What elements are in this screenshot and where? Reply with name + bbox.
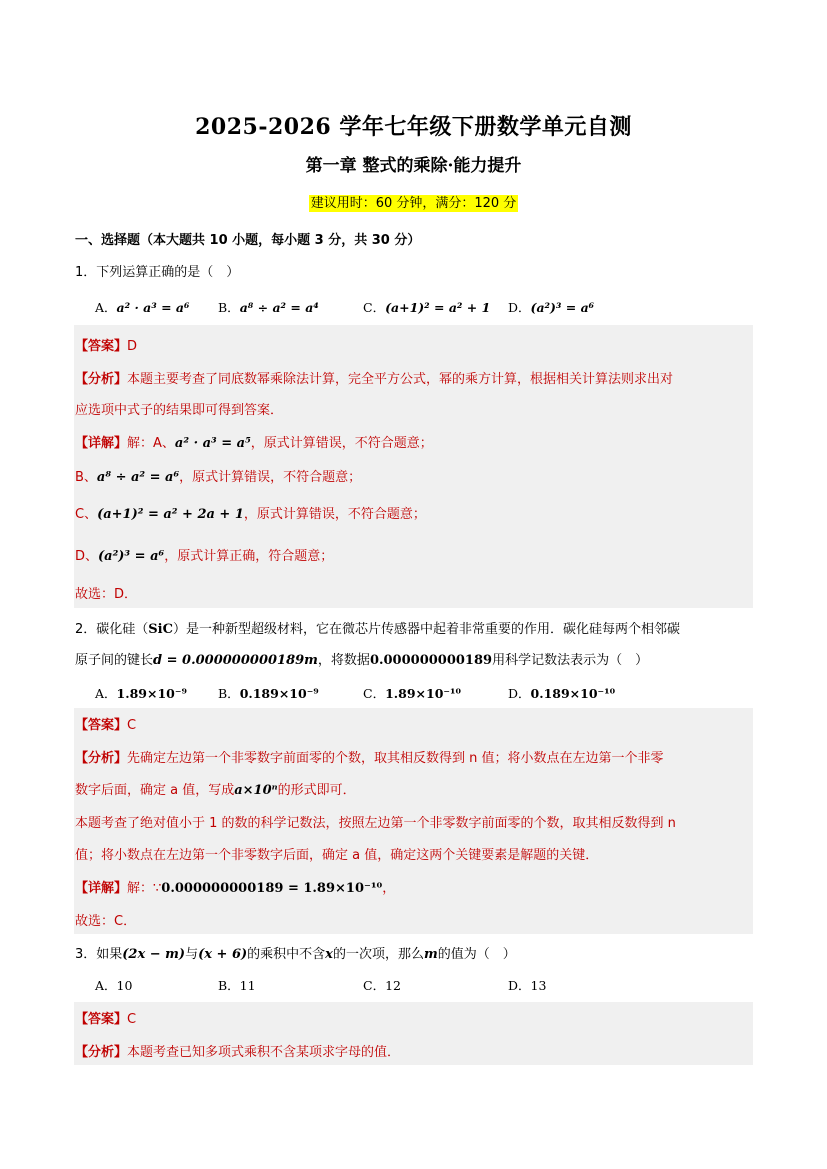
q2-detail-label: 【详解】 <box>75 881 128 896</box>
q2-stem-line2 <box>75 649 648 668</box>
q1-option-a <box>95 298 190 316</box>
q1-analysis-label: 【分析】 <box>75 372 128 387</box>
q2-stem-2e: 用科学记数法表示为（ ） <box>492 653 649 668</box>
q3-stem-i: 的值为（ ） <box>437 947 516 962</box>
q2-option-b-label: B． <box>218 686 240 701</box>
q2-analysis-line1: 先确定左边第一个非零数字前面零的个数，取其相反数得到 n 值；将小数点在左边第一个非零 <box>127 751 664 766</box>
q1-option-d-label: D． <box>508 300 531 315</box>
q2-analysis-line3: 本题考查了绝对值小于 1 的数的科学记数法，按照左边第一个非零数字前面零的个数，取其相反数得到 n <box>75 816 676 831</box>
q3-answer <box>75 1008 136 1027</box>
q2-stem-2a: 原子间的键长 <box>75 653 154 668</box>
q2-option-a-expr: 1.89×10⁻⁹ <box>116 686 187 701</box>
q2-analysis-2c: 的形式即可． <box>277 783 356 798</box>
q1-option-b-expr: a⁸ ÷ a² = a⁴ <box>239 300 319 315</box>
q2-stem-number: 0.000000000189 <box>369 653 493 668</box>
q2-answer-label: 【答案】 <box>75 718 128 733</box>
q1-detail-b-expr: a⁸ ÷ a² = a⁶ <box>96 470 180 485</box>
q1-option-a-label: A． <box>95 300 117 315</box>
q2-option-a <box>95 684 187 702</box>
q2-detail-suffix: ， <box>382 881 396 896</box>
q1-option-c-expr: (a+1)² = a² + 1 <box>385 300 491 315</box>
q2-analysis-line2 <box>75 779 356 798</box>
q3-option-c: C．12 <box>363 978 401 993</box>
q2-answer-value: C <box>127 718 137 733</box>
section-heading: 一、选择题（本大题共 10 小题，每小题 3 分，共 30 分） <box>75 233 421 248</box>
q3-stem-b: (2x − m) <box>122 947 186 962</box>
q1-analysis-line1: 本题主要考查了同底数幂乘除法计算，完全平方公式，幂的乘方计算，根据相关计算法则求出对 <box>127 372 674 387</box>
q1-analysis <box>75 368 673 387</box>
q2-stem-2c: ，将数据 <box>317 653 370 668</box>
q1-detail-c <box>75 503 426 522</box>
q3-analysis <box>75 1041 400 1060</box>
q1-option-b-label: B． <box>218 300 240 315</box>
q2-answer <box>75 714 136 733</box>
q1-detail-b-text: ，原式计算错误，不符合题意； <box>179 470 362 485</box>
q3-option-a: A．10 <box>95 978 133 993</box>
q1-answer-value: D <box>127 339 138 354</box>
q1-detail-d-prefix: D、 <box>75 549 99 564</box>
q2-stem-line1 <box>75 618 680 637</box>
q1-detail-b <box>75 466 361 485</box>
q1-answer-label: 【答案】 <box>75 339 128 354</box>
q1-detail-d-expr: (a²)³ = a⁶ <box>98 549 165 564</box>
q2-analysis-2a: 数字后面，确定 a 值，写成 <box>75 783 235 798</box>
q2-option-c <box>363 684 461 702</box>
q1-detail-a-expr: a² · a³ = a⁵ <box>174 436 251 451</box>
q3-answer-value: C <box>127 1012 137 1027</box>
page-title: 2025-2026 学年七年级下册数学单元自测 <box>195 114 632 140</box>
q3-stem-c: 与 <box>185 947 199 962</box>
q3-option-d: D．13 <box>508 978 547 993</box>
q1-detail-c-text: ，原式计算错误，不符合题意； <box>243 507 426 522</box>
q2-analysis-line4: 值；将小数点在左边第一个非零数字后面，确定 a 值，确定这两个关键要素是解题的关键． <box>75 848 599 863</box>
q3-stem-h: m <box>423 947 438 962</box>
q2-stem-1c: ）是一种新型超级材料，它在微芯片传感器中起着非常重要的作用．碳化硅每两个相邻碳 <box>172 622 680 637</box>
q2-analysis-2b: a×10ⁿ <box>234 783 278 798</box>
q2-option-d-expr: 0.189×10⁻¹⁰ <box>530 686 616 701</box>
q3-stem-g: 的一次项，那么 <box>332 947 424 962</box>
q1-option-c-label: C． <box>363 300 386 315</box>
q1-detail-d-text: ，原式计算正确，符合题意； <box>164 549 334 564</box>
q2-stem-bond-length: d = 0.000000000189m <box>153 653 318 668</box>
time-note-wrapper <box>0 192 827 211</box>
q3-option-b: B．11 <box>218 978 256 993</box>
q1-option-c <box>363 298 490 316</box>
q3-analysis-label: 【分析】 <box>75 1045 128 1060</box>
q2-option-d <box>508 684 615 702</box>
q1-detail-label: 【详解】 <box>75 436 128 451</box>
q1-detail-a-prefix: 解：A、 <box>127 436 175 451</box>
time-note: 建议用时：60 分钟，满分：120 分 <box>310 196 517 211</box>
q1-option-d <box>508 298 594 316</box>
q3-stem-d: (x + 6) <box>198 947 248 962</box>
q2-option-b-expr: 0.189×10⁻⁹ <box>239 686 319 701</box>
q1-stem: 1．下列运算正确的是（ ） <box>75 265 240 280</box>
q3-stem-a: 3．如果 <box>75 947 123 962</box>
q3-stem-e: 的乘积中不含 <box>247 947 326 962</box>
q1-option-d-expr: (a²)³ = a⁶ <box>530 300 595 315</box>
q2-option-a-label: A． <box>95 686 117 701</box>
q2-option-c-expr: 1.89×10⁻¹⁰ <box>385 686 461 701</box>
q2-analysis-label: 【分析】 <box>75 751 128 766</box>
q2-option-b <box>218 684 319 702</box>
q1-option-a-expr: a² · a³ = a⁶ <box>116 300 190 315</box>
q1-conclusion: 故选：D． <box>75 587 138 602</box>
q2-detail <box>75 877 395 896</box>
q1-detail-a-text: ，原式计算错误，不符合题意； <box>250 436 433 451</box>
q2-detail-prefix: 解：∵ <box>127 881 162 896</box>
q1-detail-a <box>75 432 433 451</box>
chapter-subtitle: 第一章 整式的乘除·能力提升 <box>305 156 522 176</box>
q3-stem <box>75 943 516 962</box>
q2-conclusion: 故选：C． <box>75 914 137 929</box>
q2-stem-1a: 2．碳化硅（ <box>75 622 149 637</box>
q1-answer <box>75 335 137 354</box>
q3-analysis-line1: 本题考查已知多项式乘积不含某项求字母的值． <box>127 1045 401 1060</box>
q2-option-c-label: C． <box>363 686 386 701</box>
q1-option-b <box>218 298 319 316</box>
q2-option-d-label: D． <box>508 686 531 701</box>
q2-detail-expr: 0.000000000189 = 1.89×10⁻¹⁰ <box>161 881 383 896</box>
q1-detail-c-expr: (a+1)² = a² + 2a + 1 <box>97 507 244 522</box>
q2-stem-sic: SiC <box>148 622 173 637</box>
q2-analysis <box>75 747 664 766</box>
q3-answer-label: 【答案】 <box>75 1012 128 1027</box>
q1-analysis-line2: 应选项中式子的结果即可得到答案． <box>75 403 284 418</box>
q1-detail-b-prefix: B、 <box>75 470 97 485</box>
q1-detail-c-prefix: C、 <box>75 507 98 522</box>
q3-stem-f: x <box>325 947 333 962</box>
q1-detail-d <box>75 545 333 564</box>
